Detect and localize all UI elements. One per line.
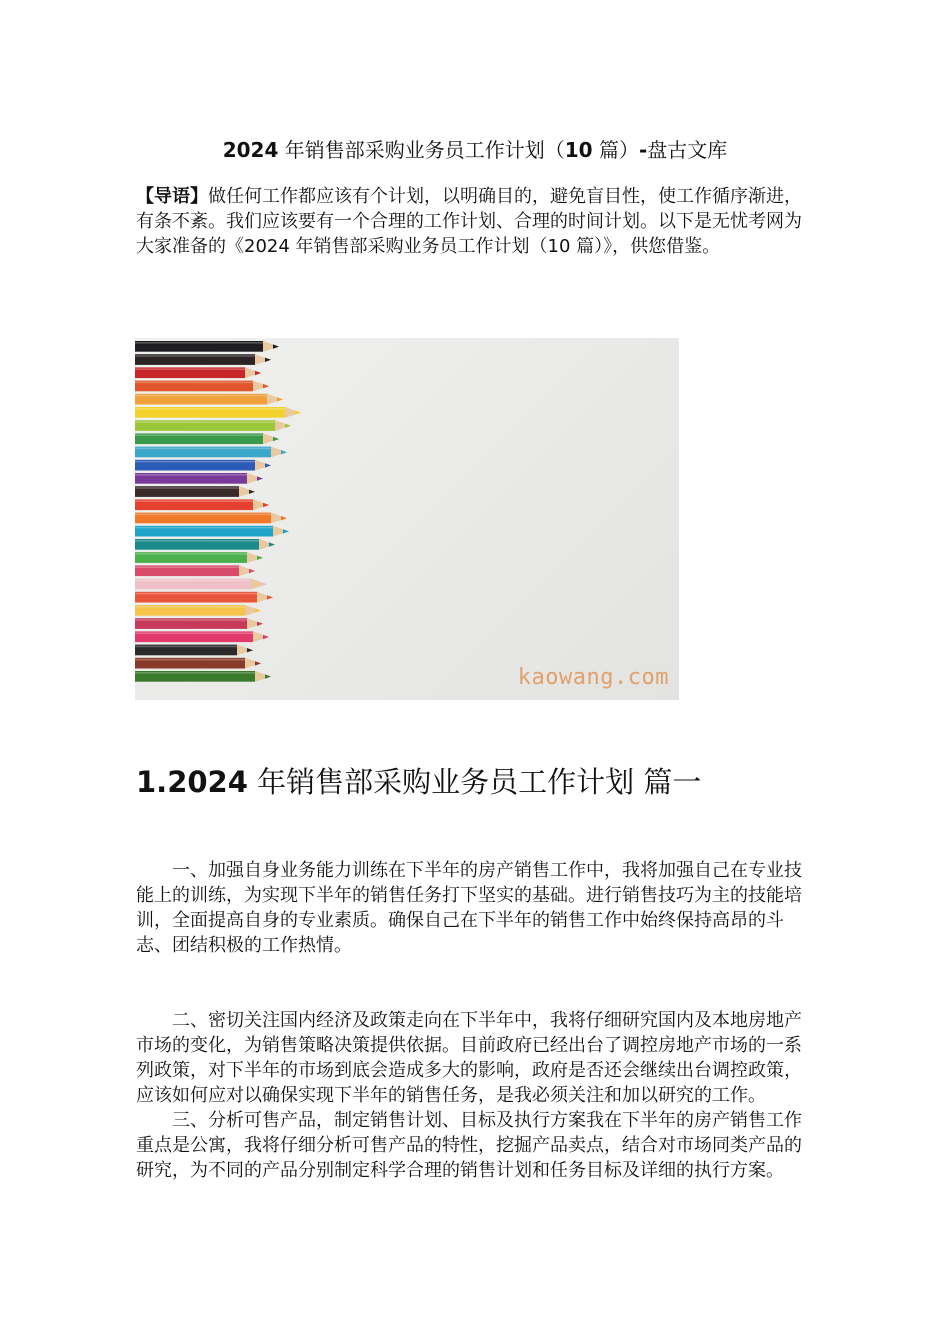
document-title: 2024 年销售部采购业务员工作计划（10 篇）-盘古文库	[222, 138, 728, 162]
pencil	[135, 367, 261, 378]
pencil	[135, 526, 289, 537]
pencil	[135, 592, 273, 603]
paragraph-3: 三、分析可售产品，制定销售计划、目标及执行方案我在下半年的房产销售工作重点是公寓，我将仔细分析可售产品的特性，挖掘产品卖点，结合对市场同类产品的研究，为不同的产品分别制定科学合理的销售计划和任务目标及详细的执行方案。	[136, 1110, 802, 1181]
image-watermark: kaowang.com	[517, 665, 669, 690]
colored-pencils-photo	[135, 338, 679, 700]
pencil	[135, 447, 287, 458]
section-heading: 1.2024 年销售部采购业务员工作计划 篇一	[136, 765, 702, 799]
paragraph-1: 一、加强自身业务能力训练在下半年的房产销售工作中，我将加强自己在专业技能上的训练，为实现下半年的销售任务打下坚实的基础。进行销售技巧为主的技能培训，全面提高自身的专业素质。确保自己在下半年的销售工作中始终保持高昂的斗志、团结积极的工作热情。	[136, 860, 802, 956]
intro-text: 做任何工作都应该有个计划，以明确目的，避免盲目性，使工作循序渐进，有条不紊。我们应该要有一个合理的工作计划、合理的时间计划。以下是无忧考网为大家准备的《2024 年销售部采购业务员工作计划（10 篇）》，供您借鉴。	[136, 186, 802, 257]
pencil	[135, 618, 263, 629]
pencil	[135, 552, 263, 563]
intro-paragraph	[136, 184, 812, 259]
pencil	[135, 473, 263, 484]
pencil	[135, 486, 255, 497]
pencil	[135, 539, 275, 550]
pencil	[135, 658, 261, 669]
pencil	[135, 381, 269, 392]
pencil	[135, 645, 253, 656]
pencil	[135, 631, 269, 642]
pencil	[135, 579, 267, 590]
pencil	[135, 565, 255, 576]
pencil	[135, 394, 283, 405]
pencil	[135, 407, 301, 418]
pencil	[135, 499, 269, 510]
pencil	[135, 433, 279, 444]
pencil	[135, 605, 261, 616]
pencil	[135, 420, 291, 431]
pencil	[135, 341, 279, 352]
pencil	[135, 354, 271, 365]
pencil	[135, 671, 271, 682]
pencil	[135, 513, 287, 524]
intro-lead: 【导语】	[136, 186, 208, 207]
paragraph-2: 二、密切关注国内经济及政策走向在下半年中，我将仔细研究国内及本地房地产市场的变化，为销售策略决策提供依据。目前政府已经出台了调控房地产市场的一系列政策，对下半年的市场到底会造成多大的影响，政府是否还会继续出台调控政策，应该如何应对以确保实现下半年的销售任务，是我必须关注和加以研究的工作。	[136, 1010, 802, 1106]
pencil	[135, 460, 271, 471]
pencils-illustration	[135, 338, 679, 700]
